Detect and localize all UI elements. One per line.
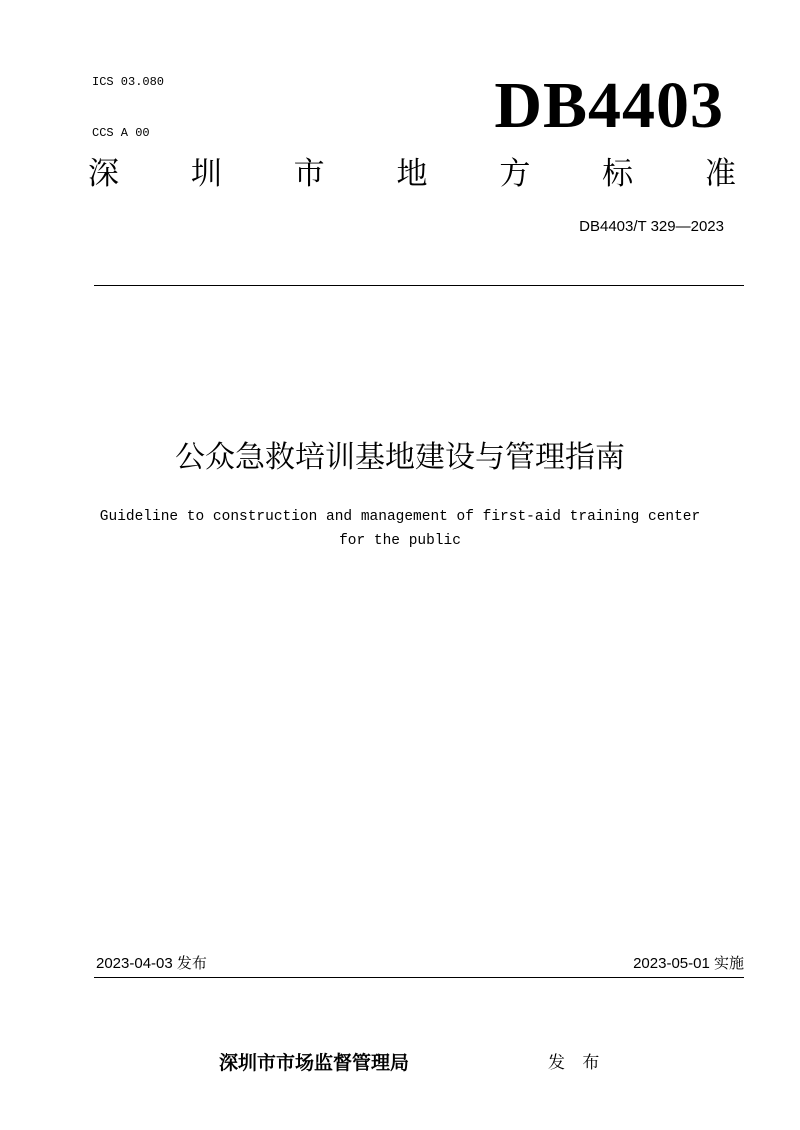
- publisher-name: 深圳市市场监督管理局: [219, 1052, 410, 1074]
- issue-date: 2023-04-03 发布: [96, 955, 207, 972]
- standard-type-char: 方: [499, 156, 531, 192]
- standard-type-char: 市: [293, 156, 325, 192]
- document-title-chinese: 公众急救培训基地建设与管理指南: [175, 440, 625, 475]
- standard-type-char: 深: [88, 156, 119, 192]
- top-divider: [94, 285, 744, 286]
- english-title-line: Guideline to construction and management of first-aid training center: [99, 509, 701, 525]
- implementation-date: 2023-05-01 实施: [633, 955, 744, 972]
- standard-type-char: 标: [602, 156, 634, 192]
- standard-number: DB4403/T 329—2023: [579, 218, 724, 235]
- standard-type: [88, 152, 736, 196]
- ics-code: ICS 03.080: [92, 75, 165, 89]
- standard-type-char: 圳: [190, 156, 222, 192]
- ccs-code: CCS A 00: [92, 126, 150, 140]
- document-title-english: [40, 505, 760, 553]
- db-mark: DB4403: [494, 69, 724, 142]
- publish-label: 发 布: [548, 1053, 606, 1073]
- bottom-divider: [94, 977, 744, 978]
- standard-type-char: 地: [396, 156, 428, 192]
- english-title-line: for the public: [339, 533, 461, 549]
- classification-codes: [92, 40, 164, 159]
- standard-type-char: 准: [704, 156, 736, 192]
